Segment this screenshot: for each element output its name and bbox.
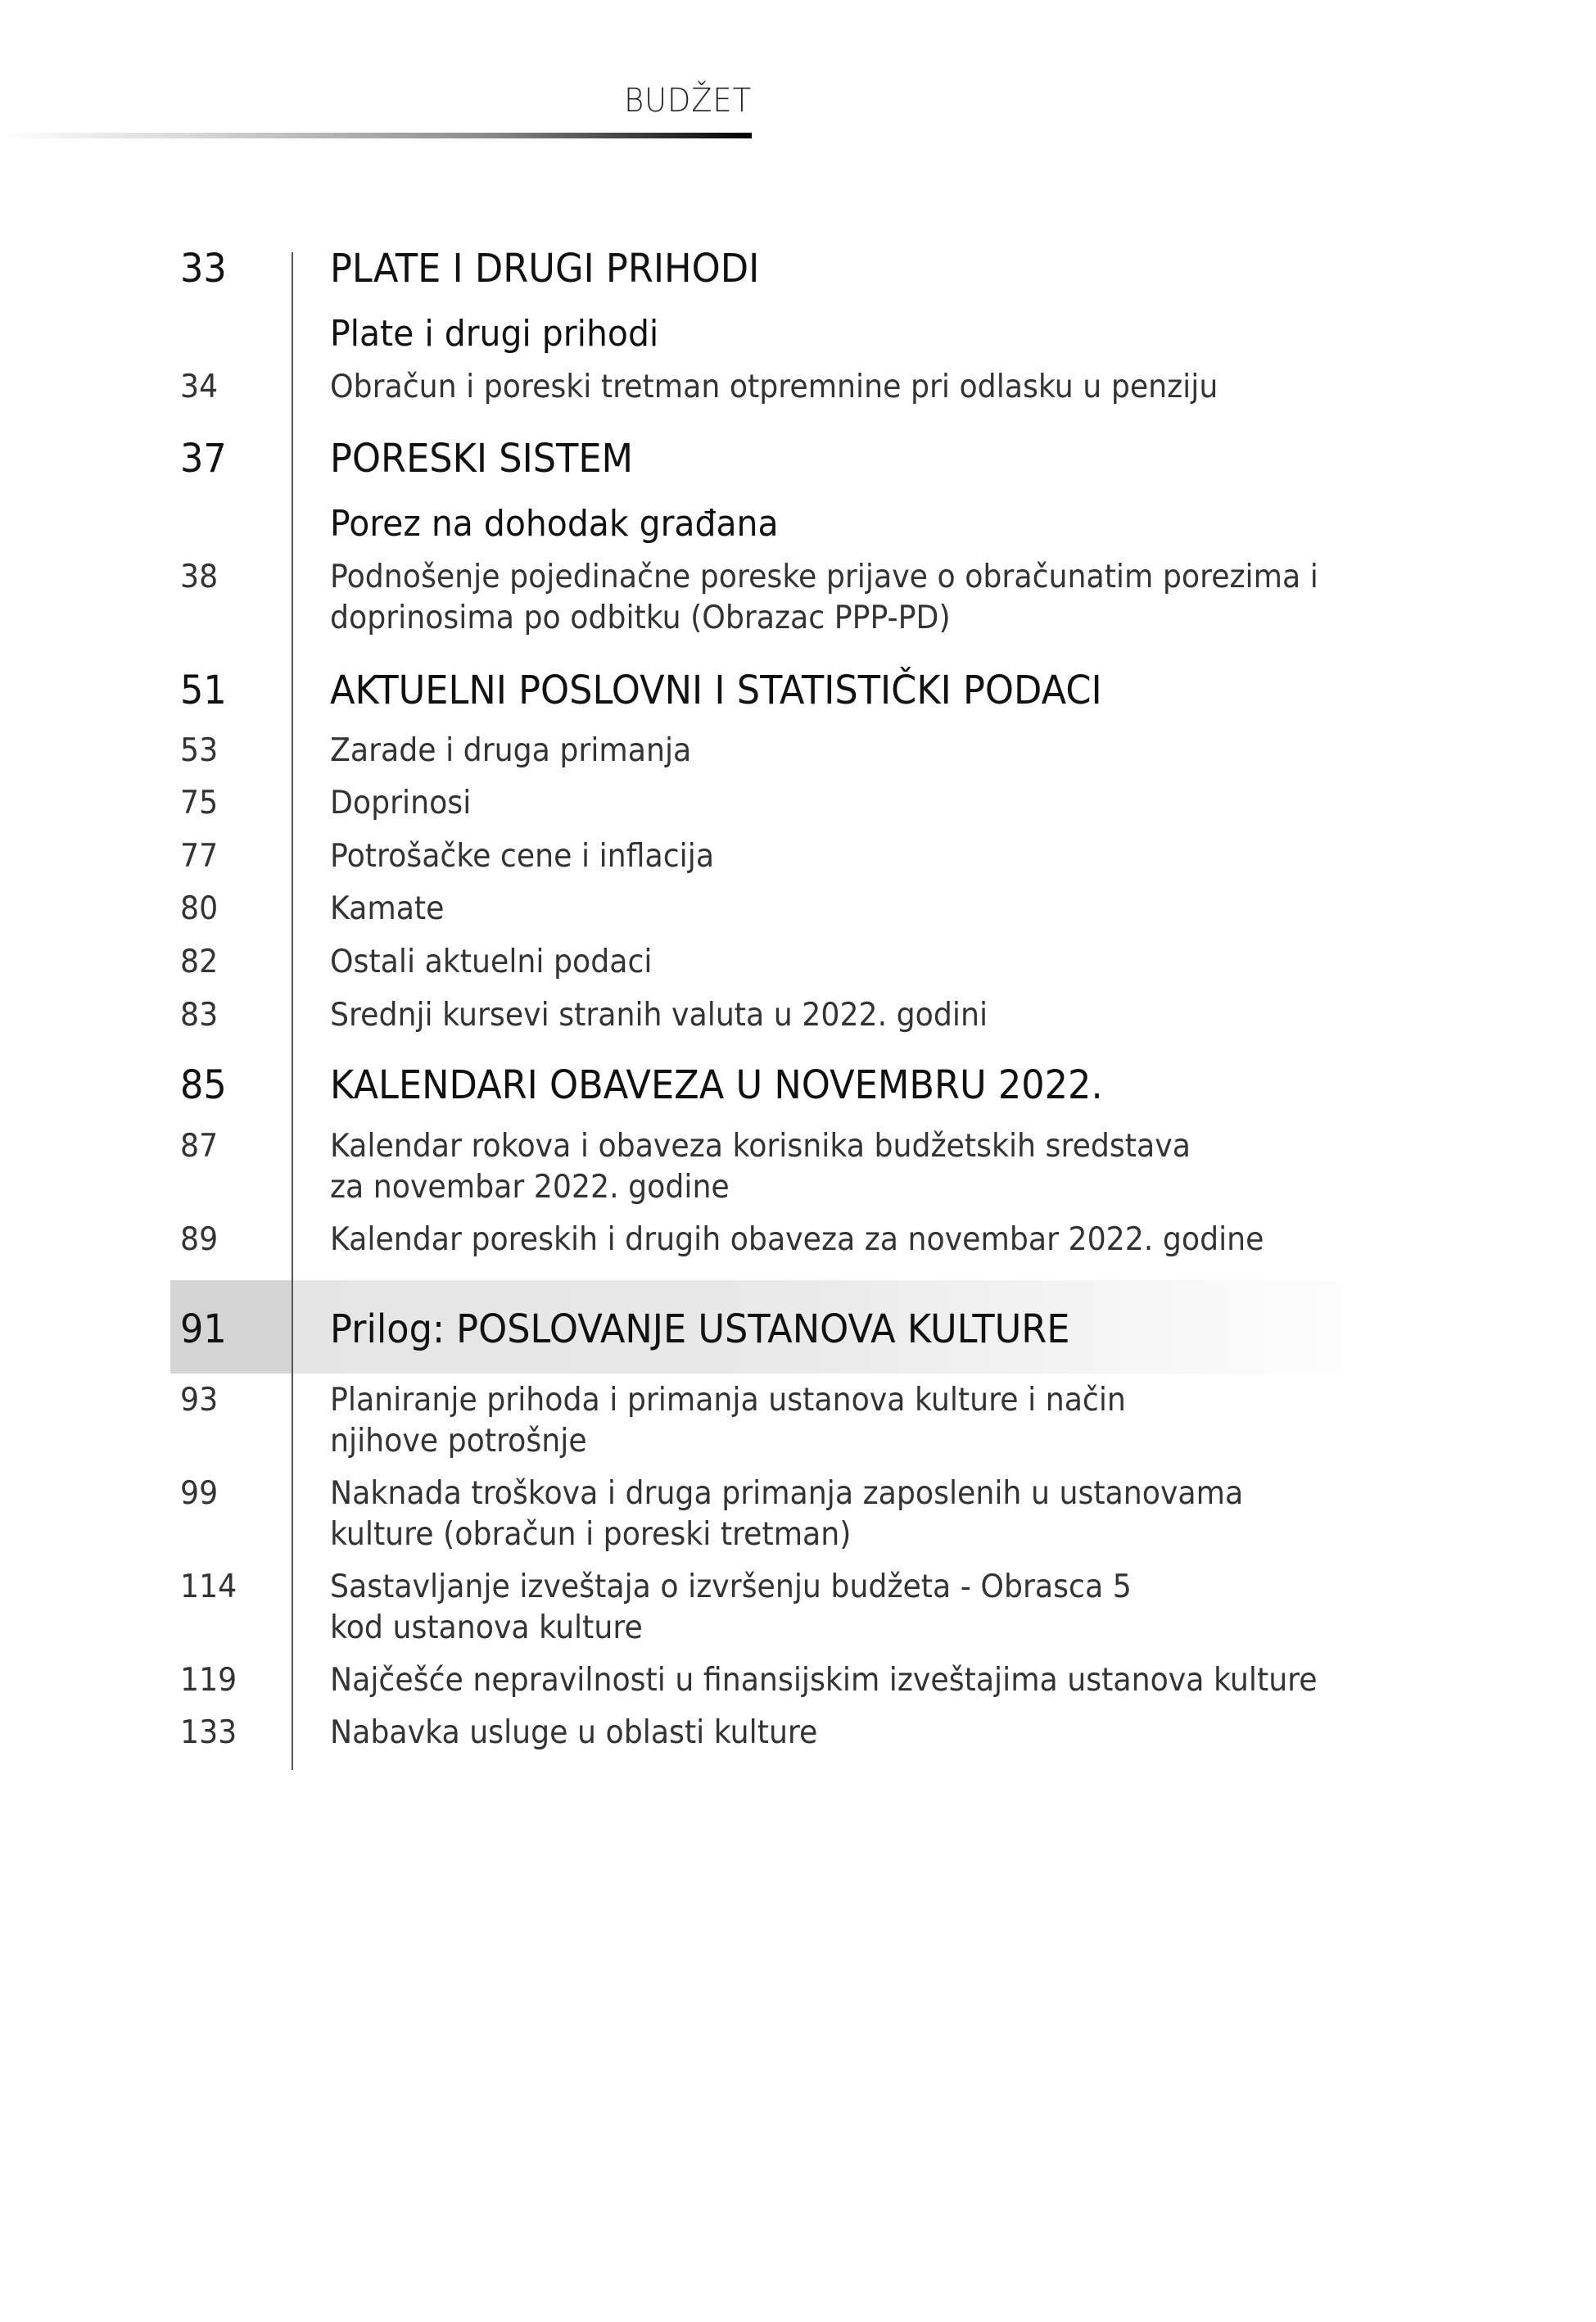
toc-title: Zarade i druga primanja bbox=[330, 732, 692, 769]
toc-page-number: 33 bbox=[180, 246, 227, 292]
toc-title: Prilog: POSLOVANJE USTANOVA KULTURE bbox=[330, 1306, 1070, 1352]
toc-page-number: 91 bbox=[180, 1306, 227, 1352]
running-header-title: BUDŽET bbox=[624, 82, 752, 120]
toc-page-number: 51 bbox=[180, 668, 227, 713]
toc-page-number: 133 bbox=[180, 1714, 237, 1751]
toc-page-number: 93 bbox=[180, 1382, 219, 1419]
toc-title: Kalendar rokova i obaveza korisnika budžetskih sredstava za novembar 2022. godine bbox=[330, 1128, 1191, 1206]
toc-page-number: 37 bbox=[180, 436, 227, 482]
toc-title: Obračun i poreski tretman otpremnine pri odlasku u penziju bbox=[330, 369, 1218, 405]
toc-page-number: 85 bbox=[180, 1062, 227, 1108]
toc-title: PLATE I DRUGI PRIHODI bbox=[330, 246, 760, 292]
toc-page-number: 89 bbox=[180, 1221, 219, 1258]
toc-title: Najčešće nepravilnosti u finansijskim izveštajima ustanova kulture bbox=[330, 1662, 1318, 1699]
toc-title: Podnošenje pojedinačne poreske prijave o obračunatim porezima i doprinosima po odbitku (Obrazac PPP-PD) bbox=[330, 559, 1318, 636]
toc-title: Sastavljanje izveštaja o izvršenju budžeta - Obrasca 5 kod ustanova kulture bbox=[330, 1568, 1132, 1646]
toc-page-number: 99 bbox=[180, 1475, 219, 1512]
toc-page-number: 53 bbox=[180, 732, 219, 769]
toc-page-number: 82 bbox=[180, 944, 219, 980]
toc-page-number: 87 bbox=[180, 1128, 219, 1165]
toc-title: Kalendar poreskih i drugih obaveza za novembar 2022. godine bbox=[330, 1221, 1264, 1258]
toc-page-number: 114 bbox=[180, 1568, 237, 1605]
toc-page-number: 119 bbox=[180, 1662, 237, 1699]
toc-page-number: 83 bbox=[180, 997, 219, 1034]
toc-title: PORESKI SISTEM bbox=[330, 436, 634, 482]
toc-title: Porez na dohodak građana bbox=[330, 503, 779, 545]
toc-page-number: 34 bbox=[180, 369, 219, 405]
toc-page-number: 38 bbox=[180, 559, 219, 595]
toc-vertical-divider bbox=[292, 252, 293, 1770]
toc-title: Potrošačke cene i inflacija bbox=[330, 838, 715, 875]
toc-title: Planiranje prihoda i primanja ustanova kulture i način njihove potrošnje bbox=[330, 1382, 1126, 1460]
toc-page-number: 80 bbox=[180, 890, 219, 927]
toc-title: AKTUELNI POSLOVNI I STATISTIČKI PODACI bbox=[330, 668, 1102, 713]
toc-title: Plate i drugi prihodi bbox=[330, 313, 659, 355]
toc-title: Naknada troškova i druga primanja zaposlenih u ustanovama kulture (obračun i poreski tretman) bbox=[330, 1475, 1244, 1553]
toc-title: KALENDARI OBAVEZA U NOVEMBRU 2022. bbox=[330, 1062, 1103, 1108]
toc-title: Srednji kursevi stranih valuta u 2022. godini bbox=[330, 997, 988, 1034]
toc-page-number: 77 bbox=[180, 838, 219, 875]
header-gradient-rule bbox=[0, 133, 752, 138]
toc-page-number: 75 bbox=[180, 785, 219, 822]
toc-title: Ostali aktuelni podaci bbox=[330, 944, 653, 980]
toc-title: Kamate bbox=[330, 890, 445, 927]
toc-title: Doprinosi bbox=[330, 785, 472, 822]
toc-title: Nabavka usluge u oblasti kulture bbox=[330, 1714, 818, 1751]
